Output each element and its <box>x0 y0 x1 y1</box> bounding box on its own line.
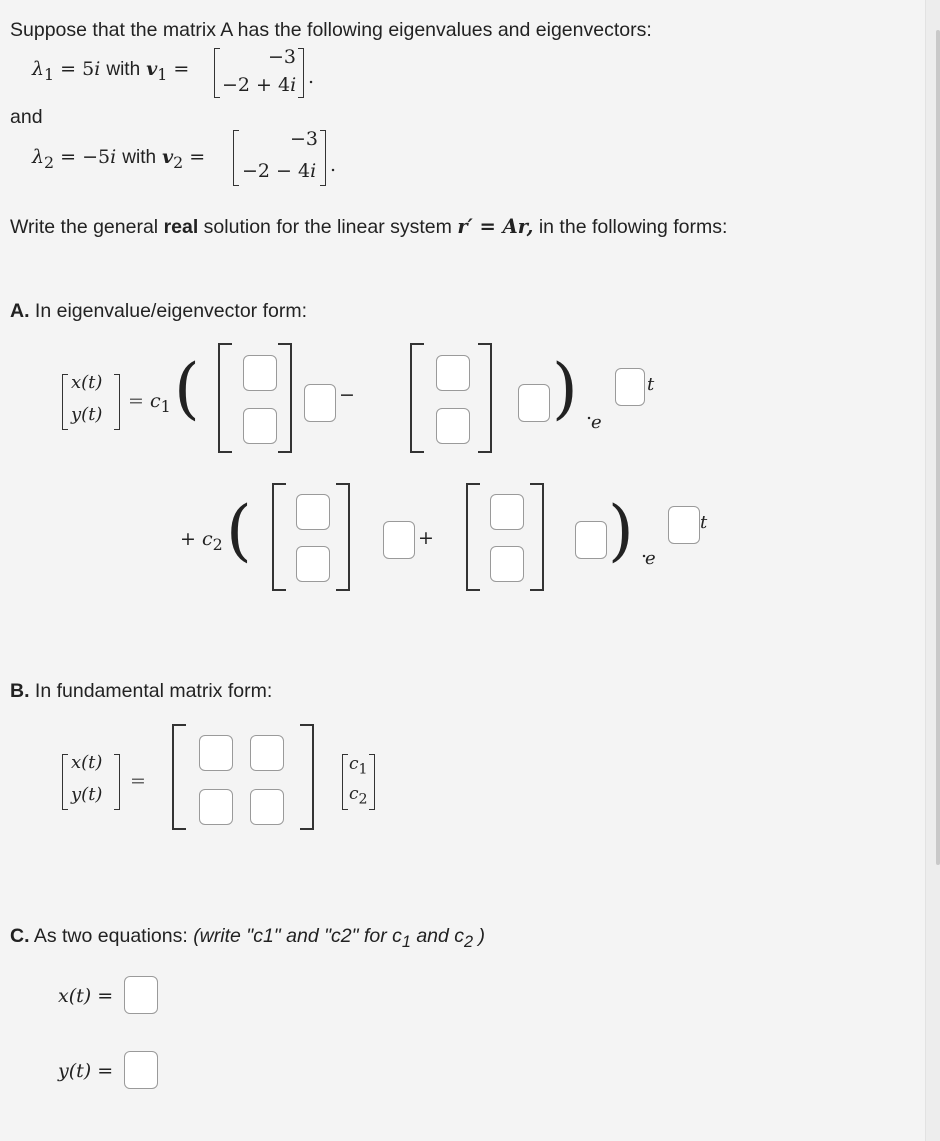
lambda1-label: $\lambda_1 = 5i$ with $v_1$ = <box>32 58 190 84</box>
a-row2-vec2-top-input[interactable] <box>490 494 524 530</box>
a-xy-bracket-right <box>114 374 120 430</box>
part-b-heading: B. In fundamental matrix form: <box>10 680 273 702</box>
c-y-label: y(t) = <box>58 1060 114 1082</box>
part-a-heading: A. In eigenvalue/eigenvector form: <box>10 300 307 322</box>
a-row2-vec2-bracket-left <box>466 483 480 591</box>
v2-top-entry: −3 <box>290 128 319 150</box>
a-row2-paren-right: ) <box>608 492 634 569</box>
a-x-of-t: x(t) <box>71 372 103 393</box>
c-x-label: x(t) = <box>58 985 114 1007</box>
a-row1-exponent-input[interactable] <box>615 368 645 406</box>
a-equals: = <box>128 390 144 412</box>
b-matrix-r1c1-input[interactable] <box>199 735 233 771</box>
a-row2-period: . <box>641 540 648 562</box>
a-row2-vec2-bottom-input[interactable] <box>490 546 524 582</box>
a-row1-vec1-bracket-right <box>278 343 292 453</box>
a-row1-minus: − <box>339 384 355 406</box>
a-row2-func2-input[interactable] <box>575 521 607 559</box>
c-x-input[interactable] <box>124 976 158 1014</box>
a-row2-func1-input[interactable] <box>383 521 415 559</box>
a-row1-paren-right: ) <box>552 350 578 427</box>
a-row1-period: . <box>586 402 593 424</box>
b-matrix-r2c2-input[interactable] <box>250 789 284 825</box>
a-row1-vec2-top-input[interactable] <box>436 355 470 391</box>
a-row2-plus: + <box>418 527 434 549</box>
a-row2-e: e <box>645 548 656 569</box>
b-matrix-bracket-right <box>300 724 314 830</box>
b-c1: $c_1$ <box>349 754 368 778</box>
a-row1-vec2-bracket-right <box>478 343 492 453</box>
a-row2-t: t <box>700 512 708 533</box>
b-matrix-bracket-left <box>172 724 186 830</box>
v2-bottom-entry: −2 − 4i <box>242 160 317 182</box>
c-y-input[interactable] <box>124 1051 158 1089</box>
lambda2-label: $\lambda_2 = -5i$ with $v_2$ = <box>32 146 206 172</box>
a-xy-bracket-left <box>62 374 68 430</box>
a-row1-vec2-bottom-input[interactable] <box>436 408 470 444</box>
a-row1-vec1-bottom-input[interactable] <box>243 408 277 444</box>
a-c1: $c_1$ <box>150 390 171 416</box>
v1-bracket-left <box>214 48 220 98</box>
a-row2-vec1-bottom-input[interactable] <box>296 546 330 582</box>
part-c-heading: C. As two equations: (write "c1" and "c2" for $c_1$ and $c_2$ ) <box>10 925 486 951</box>
a-row1-vec2-bracket-left <box>410 343 424 453</box>
b-matrix-r1c2-input[interactable] <box>250 735 284 771</box>
a-row1-paren-left: ( <box>174 350 200 427</box>
and-text: and <box>10 106 43 128</box>
v1-bottom-entry: −2 + 4i <box>222 74 297 96</box>
prompt-text: Write the general real solution for the linear system r′ = Ar, in the following forms: <box>10 215 728 238</box>
b-matrix-r2c1-input[interactable] <box>199 789 233 825</box>
v2-bracket-right <box>320 130 326 186</box>
a-row2-exponent-input[interactable] <box>668 506 700 544</box>
v1-bracket-right <box>298 48 304 98</box>
a-row1-func2-input[interactable] <box>518 384 550 422</box>
b-c-bracket-left <box>342 754 348 810</box>
a-row1-vec1-bracket-left <box>218 343 232 453</box>
a-row2-vec2-bracket-right <box>530 483 544 591</box>
b-y-of-t: y(t) <box>71 784 103 805</box>
b-x-of-t: x(t) <box>71 752 103 773</box>
a-row2-vec1-bracket-left <box>272 483 286 591</box>
b-xy-bracket-left <box>62 754 68 810</box>
b-c2: $c_2$ <box>349 784 368 808</box>
scrollbar-thumb[interactable] <box>936 30 940 865</box>
v1-period: . <box>308 66 315 88</box>
v2-bracket-left <box>233 130 239 186</box>
a-row2-vec1-bracket-right <box>336 483 350 591</box>
b-xy-bracket-right <box>114 754 120 810</box>
intro-text: Suppose that the matrix A has the following eigenvalues and eigenvectors: <box>10 19 652 41</box>
a-y-of-t: y(t) <box>71 404 103 425</box>
v2-period: . <box>330 154 337 176</box>
a-row1-e: e <box>591 412 602 433</box>
a-row2-paren-left: ( <box>226 492 252 569</box>
a-row2-vec1-top-input[interactable] <box>296 494 330 530</box>
b-c-bracket-right <box>369 754 375 810</box>
a-row1-vec1-top-input[interactable] <box>243 355 277 391</box>
b-equals: = <box>130 770 146 792</box>
v1-top-entry: −3 <box>268 46 297 68</box>
a-row1-func1-input[interactable] <box>304 384 336 422</box>
a-row1-t: t <box>647 374 655 395</box>
a-plus-c2: + $c_2$ <box>180 528 223 554</box>
